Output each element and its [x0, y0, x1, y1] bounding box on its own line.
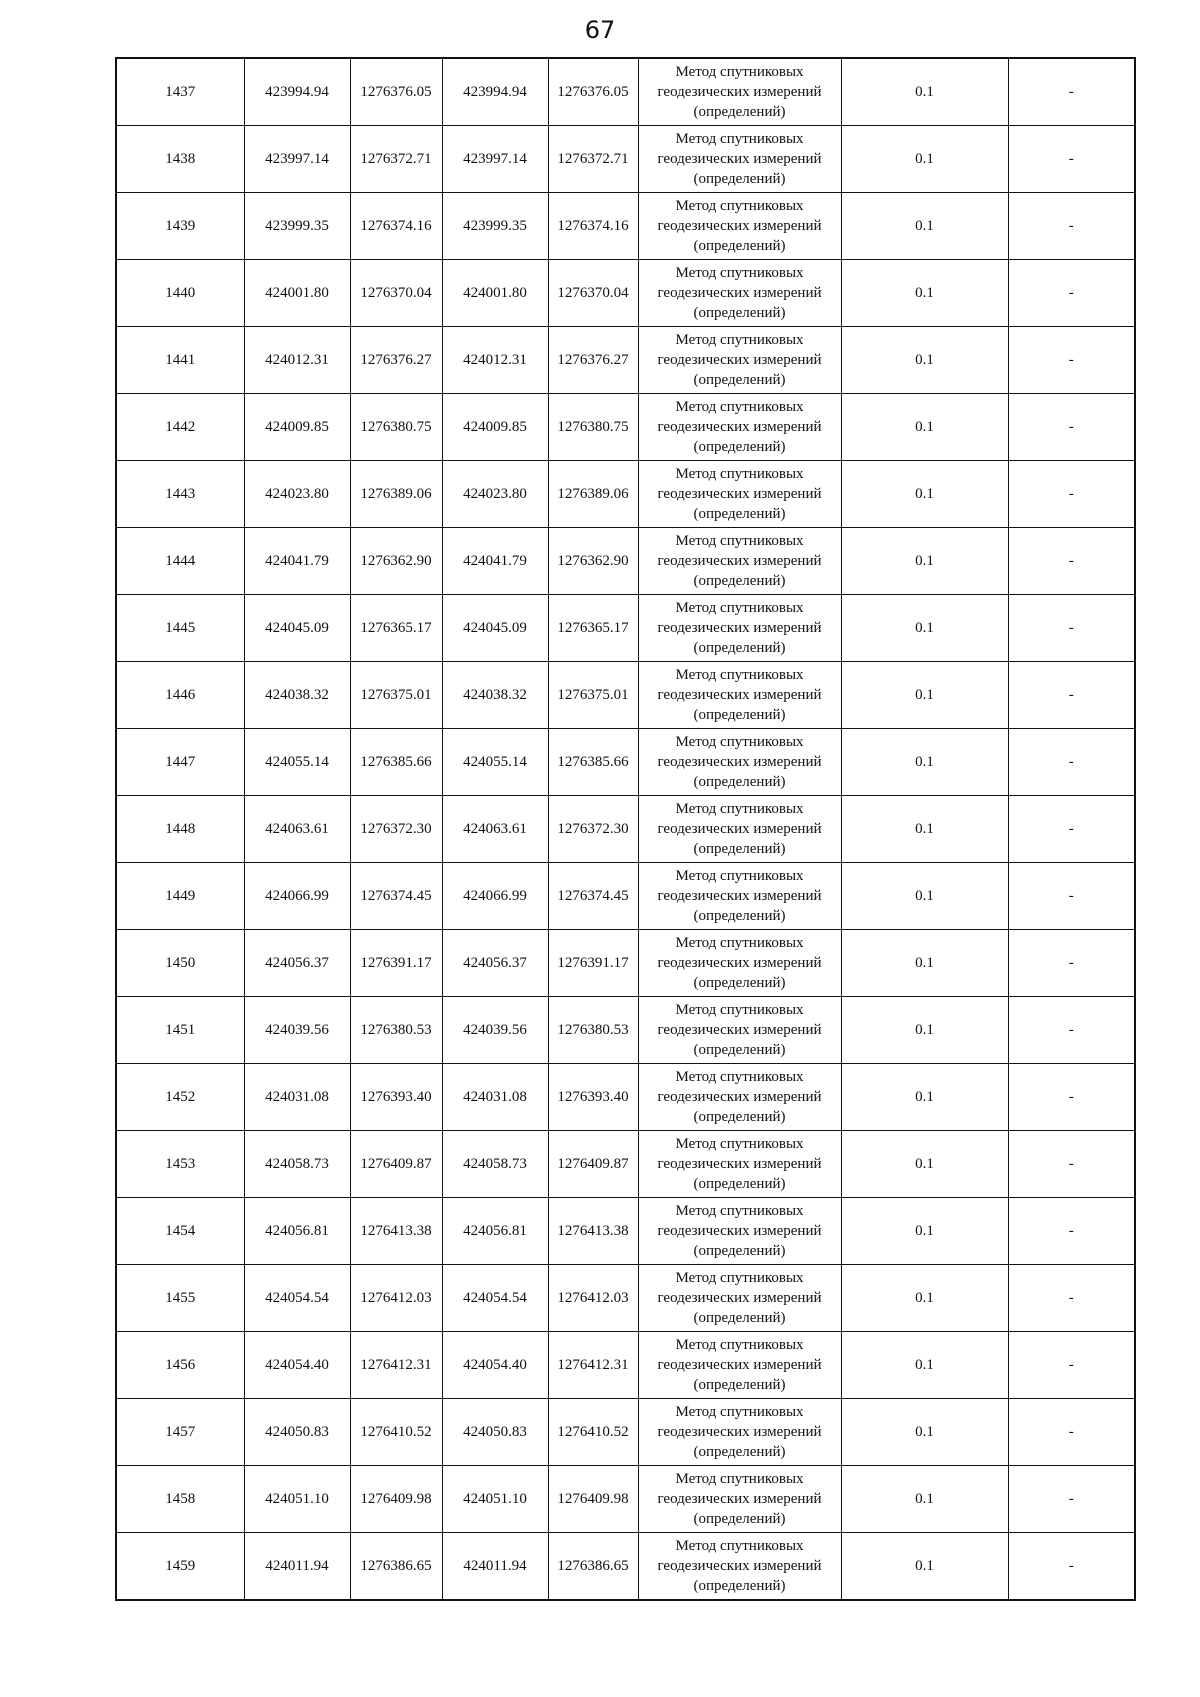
y-coordinate-cell: 1276389.06	[350, 461, 442, 528]
method-text-line: Метод спутниковых	[675, 935, 804, 951]
method-cell	[638, 595, 841, 662]
page-number: 67	[584, 16, 616, 44]
x-coordinate-cell: 424050.83	[244, 1399, 350, 1466]
note-cell: -	[1008, 662, 1135, 729]
point-number-cell: 1458	[116, 1466, 244, 1533]
x-coordinate-new-cell: 424039.56	[442, 997, 548, 1064]
y-coordinate-cell: 1276380.53	[350, 997, 442, 1064]
table-row	[116, 863, 1135, 930]
y-coordinate-new-cell: 1276413.38	[548, 1198, 638, 1265]
point-number-cell: 1454	[116, 1198, 244, 1265]
point-number-cell: 1447	[116, 729, 244, 796]
y-coordinate-new-cell: 1276376.05	[548, 58, 638, 126]
y-coordinate-cell: 1276370.04	[350, 260, 442, 327]
y-coordinate-new-cell: 1276386.65	[548, 1533, 638, 1601]
point-number-cell: 1448	[116, 796, 244, 863]
point-number-cell: 1445	[116, 595, 244, 662]
table-row	[116, 394, 1135, 461]
y-coordinate-new-cell: 1276370.04	[548, 260, 638, 327]
method-text-line: Метод спутниковых	[675, 466, 804, 482]
method-text-line: геодезических измерений	[657, 486, 822, 502]
table-row	[116, 1399, 1135, 1466]
method-text-line: (определений)	[693, 1377, 786, 1393]
method-text-line: Метод спутниковых	[675, 667, 804, 683]
x-coordinate-cell: 423999.35	[244, 193, 350, 260]
x-coordinate-cell: 424066.99	[244, 863, 350, 930]
x-coordinate-new-cell: 424054.40	[442, 1332, 548, 1399]
accuracy-cell: 0.1	[841, 863, 1008, 930]
method-cell	[638, 1332, 841, 1399]
accuracy-cell: 0.1	[841, 1265, 1008, 1332]
method-text-line: Метод спутниковых	[675, 868, 804, 884]
point-number-cell: 1437	[116, 58, 244, 126]
note-cell: -	[1008, 461, 1135, 528]
y-coordinate-cell: 1276372.30	[350, 796, 442, 863]
note-cell: -	[1008, 863, 1135, 930]
accuracy-cell: 0.1	[841, 796, 1008, 863]
y-coordinate-new-cell: 1276412.31	[548, 1332, 638, 1399]
method-cell	[638, 126, 841, 193]
method-cell	[638, 1533, 841, 1601]
point-number-cell: 1439	[116, 193, 244, 260]
note-cell: -	[1008, 193, 1135, 260]
method-text-line: Метод спутниковых	[675, 734, 804, 750]
x-coordinate-cell: 424055.14	[244, 729, 350, 796]
x-coordinate-cell: 424038.32	[244, 662, 350, 729]
method-cell	[638, 260, 841, 327]
x-coordinate-cell: 424011.94	[244, 1533, 350, 1601]
x-coordinate-cell: 424051.10	[244, 1466, 350, 1533]
x-coordinate-new-cell: 424023.80	[442, 461, 548, 528]
method-text-line: Метод спутниковых	[675, 399, 804, 415]
x-coordinate-cell: 424056.81	[244, 1198, 350, 1265]
method-text-line: геодезических измерений	[657, 1022, 822, 1038]
accuracy-cell: 0.1	[841, 394, 1008, 461]
method-cell	[638, 729, 841, 796]
table-row	[116, 729, 1135, 796]
method-cell	[638, 58, 841, 126]
table-row	[116, 1064, 1135, 1131]
method-text-line: Метод спутниковых	[675, 1002, 804, 1018]
table-row	[116, 796, 1135, 863]
method-cell	[638, 1466, 841, 1533]
note-cell: -	[1008, 1332, 1135, 1399]
method-text-line: Метод спутниковых	[675, 1270, 804, 1286]
method-text-line: геодезических измерений	[657, 1156, 822, 1172]
point-number-cell: 1456	[116, 1332, 244, 1399]
x-coordinate-cell: 424063.61	[244, 796, 350, 863]
note-cell: -	[1008, 58, 1135, 126]
x-coordinate-cell: 424009.85	[244, 394, 350, 461]
y-coordinate-cell: 1276374.16	[350, 193, 442, 260]
accuracy-cell: 0.1	[841, 126, 1008, 193]
method-text-line: (определений)	[693, 1578, 786, 1594]
accuracy-cell: 0.1	[841, 1466, 1008, 1533]
method-text-line: геодезических измерений	[657, 553, 822, 569]
method-text-line: геодезических измерений	[657, 1357, 822, 1373]
accuracy-cell: 0.1	[841, 1399, 1008, 1466]
method-cell	[638, 461, 841, 528]
accuracy-cell: 0.1	[841, 1064, 1008, 1131]
method-text-line: Метод спутниковых	[675, 1203, 804, 1219]
note-cell: -	[1008, 1198, 1135, 1265]
y-coordinate-new-cell: 1276374.16	[548, 193, 638, 260]
accuracy-cell: 0.1	[841, 1198, 1008, 1265]
x-coordinate-new-cell: 424056.81	[442, 1198, 548, 1265]
x-coordinate-new-cell: 424001.80	[442, 260, 548, 327]
table-row	[116, 528, 1135, 595]
x-coordinate-cell: 424054.54	[244, 1265, 350, 1332]
note-cell: -	[1008, 394, 1135, 461]
table-row	[116, 1466, 1135, 1533]
point-number-cell: 1455	[116, 1265, 244, 1332]
accuracy-cell: 0.1	[841, 1533, 1008, 1601]
point-number-cell: 1438	[116, 126, 244, 193]
table-row	[116, 1131, 1135, 1198]
table-row	[116, 260, 1135, 327]
method-text-line: Метод спутниковых	[675, 1538, 804, 1554]
method-text-line: (определений)	[693, 506, 786, 522]
y-coordinate-new-cell: 1276409.87	[548, 1131, 638, 1198]
method-cell	[638, 1131, 841, 1198]
y-coordinate-new-cell: 1276389.06	[548, 461, 638, 528]
table-row	[116, 461, 1135, 528]
accuracy-cell: 0.1	[841, 1131, 1008, 1198]
table-row	[116, 930, 1135, 997]
y-coordinate-cell: 1276391.17	[350, 930, 442, 997]
note-cell: -	[1008, 796, 1135, 863]
x-coordinate-cell: 424031.08	[244, 1064, 350, 1131]
x-coordinate-new-cell: 424056.37	[442, 930, 548, 997]
method-text-line: (определений)	[693, 305, 786, 321]
y-coordinate-new-cell: 1276374.45	[548, 863, 638, 930]
note-cell: -	[1008, 595, 1135, 662]
method-cell	[638, 528, 841, 595]
method-text-line: Метод спутниковых	[675, 533, 804, 549]
x-coordinate-new-cell: 424012.31	[442, 327, 548, 394]
method-text-line: геодезических измерений	[657, 1089, 822, 1105]
accuracy-cell: 0.1	[841, 662, 1008, 729]
x-coordinate-new-cell: 424055.14	[442, 729, 548, 796]
method-text-line: (определений)	[693, 640, 786, 656]
note-cell: -	[1008, 1466, 1135, 1533]
y-coordinate-cell: 1276412.31	[350, 1332, 442, 1399]
method-text-line: (определений)	[693, 707, 786, 723]
method-text-line: геодезических измерений	[657, 1558, 822, 1574]
x-coordinate-new-cell: 424054.54	[442, 1265, 548, 1332]
method-text-line: геодезических измерений	[657, 888, 822, 904]
method-text-line: геодезических измерений	[657, 955, 822, 971]
x-coordinate-cell: 424056.37	[244, 930, 350, 997]
method-cell	[638, 796, 841, 863]
note-cell: -	[1008, 126, 1135, 193]
method-text-line: Метод спутниковых	[675, 1471, 804, 1487]
method-text-line: геодезических измерений	[657, 352, 822, 368]
table-row	[116, 997, 1135, 1064]
method-text-line: геодезических измерений	[657, 218, 822, 234]
method-cell	[638, 930, 841, 997]
y-coordinate-new-cell: 1276372.71	[548, 126, 638, 193]
method-text-line: геодезических измерений	[657, 84, 822, 100]
method-text-line: (определений)	[693, 1109, 786, 1125]
accuracy-cell: 0.1	[841, 595, 1008, 662]
point-number-cell: 1451	[116, 997, 244, 1064]
method-text-line: геодезических измерений	[657, 754, 822, 770]
accuracy-cell: 0.1	[841, 260, 1008, 327]
y-coordinate-new-cell: 1276391.17	[548, 930, 638, 997]
y-coordinate-cell: 1276413.38	[350, 1198, 442, 1265]
table-row	[116, 58, 1135, 126]
y-coordinate-new-cell: 1276376.27	[548, 327, 638, 394]
method-text-line: геодезических измерений	[657, 419, 822, 435]
method-text-line: (определений)	[693, 774, 786, 790]
x-coordinate-new-cell: 424038.32	[442, 662, 548, 729]
x-coordinate-new-cell: 424009.85	[442, 394, 548, 461]
accuracy-cell: 0.1	[841, 729, 1008, 796]
x-coordinate-cell: 424045.09	[244, 595, 350, 662]
x-coordinate-new-cell: 424011.94	[442, 1533, 548, 1601]
x-coordinate-new-cell: 423997.14	[442, 126, 548, 193]
method-cell	[638, 1198, 841, 1265]
method-text-line: (определений)	[693, 841, 786, 857]
x-coordinate-cell: 424039.56	[244, 997, 350, 1064]
method-text-line: Метод спутниковых	[675, 801, 804, 817]
x-coordinate-cell: 424012.31	[244, 327, 350, 394]
accuracy-cell: 0.1	[841, 930, 1008, 997]
x-coordinate-new-cell: 424031.08	[442, 1064, 548, 1131]
table-body	[116, 58, 1135, 1600]
x-coordinate-cell: 424054.40	[244, 1332, 350, 1399]
y-coordinate-new-cell: 1276375.01	[548, 662, 638, 729]
method-text-line: геодезических измерений	[657, 1491, 822, 1507]
note-cell: -	[1008, 729, 1135, 796]
x-coordinate-new-cell: 423994.94	[442, 58, 548, 126]
y-coordinate-new-cell: 1276372.30	[548, 796, 638, 863]
table-row	[116, 1198, 1135, 1265]
y-coordinate-new-cell: 1276365.17	[548, 595, 638, 662]
accuracy-cell: 0.1	[841, 997, 1008, 1064]
note-cell: -	[1008, 260, 1135, 327]
point-number-cell: 1443	[116, 461, 244, 528]
y-coordinate-cell: 1276374.45	[350, 863, 442, 930]
y-coordinate-new-cell: 1276412.03	[548, 1265, 638, 1332]
point-number-cell: 1452	[116, 1064, 244, 1131]
x-coordinate-cell: 423994.94	[244, 58, 350, 126]
x-coordinate-cell: 424023.80	[244, 461, 350, 528]
point-number-cell: 1441	[116, 327, 244, 394]
y-coordinate-cell: 1276393.40	[350, 1064, 442, 1131]
method-text-line: Метод спутниковых	[675, 131, 804, 147]
accuracy-cell: 0.1	[841, 528, 1008, 595]
method-cell	[638, 863, 841, 930]
coordinates-table	[115, 57, 1136, 1601]
y-coordinate-cell: 1276372.71	[350, 126, 442, 193]
accuracy-cell: 0.1	[841, 461, 1008, 528]
note-cell: -	[1008, 997, 1135, 1064]
table-row	[116, 1265, 1135, 1332]
method-text-line: (определений)	[693, 908, 786, 924]
method-text-line: (определений)	[693, 439, 786, 455]
y-coordinate-cell: 1276409.87	[350, 1131, 442, 1198]
y-coordinate-new-cell: 1276410.52	[548, 1399, 638, 1466]
point-number-cell: 1453	[116, 1131, 244, 1198]
method-text-line: Метод спутниковых	[675, 1069, 804, 1085]
method-text-line: Метод спутниковых	[675, 600, 804, 616]
method-text-line: геодезических измерений	[657, 1223, 822, 1239]
method-cell	[638, 1064, 841, 1131]
x-coordinate-new-cell: 424041.79	[442, 528, 548, 595]
method-text-line: геодезических измерений	[657, 620, 822, 636]
method-cell	[638, 997, 841, 1064]
note-cell: -	[1008, 1131, 1135, 1198]
note-cell: -	[1008, 1064, 1135, 1131]
method-text-line: Метод спутниковых	[675, 1404, 804, 1420]
method-text-line: Метод спутниковых	[675, 64, 804, 80]
point-number-cell: 1457	[116, 1399, 244, 1466]
y-coordinate-cell: 1276362.90	[350, 528, 442, 595]
table-row	[116, 1533, 1135, 1601]
method-text-line: (определений)	[693, 372, 786, 388]
table-row	[116, 126, 1135, 193]
method-cell	[638, 327, 841, 394]
y-coordinate-cell: 1276385.66	[350, 729, 442, 796]
accuracy-cell: 0.1	[841, 193, 1008, 260]
point-number-cell: 1449	[116, 863, 244, 930]
method-text-line: (определений)	[693, 1511, 786, 1527]
method-cell	[638, 394, 841, 461]
method-text-line: (определений)	[693, 1176, 786, 1192]
table-row	[116, 193, 1135, 260]
method-text-line: геодезических измерений	[657, 285, 822, 301]
y-coordinate-cell: 1276376.27	[350, 327, 442, 394]
method-text-line: (определений)	[693, 171, 786, 187]
method-text-line: геодезических измерений	[657, 1290, 822, 1306]
y-coordinate-cell: 1276365.17	[350, 595, 442, 662]
note-cell: -	[1008, 1533, 1135, 1601]
method-text-line: (определений)	[693, 1310, 786, 1326]
x-coordinate-new-cell: 424063.61	[442, 796, 548, 863]
y-coordinate-new-cell: 1276380.53	[548, 997, 638, 1064]
note-cell: -	[1008, 1265, 1135, 1332]
method-text-line: (определений)	[693, 1042, 786, 1058]
note-cell: -	[1008, 930, 1135, 997]
y-coordinate-new-cell: 1276393.40	[548, 1064, 638, 1131]
point-number-cell: 1442	[116, 394, 244, 461]
x-coordinate-cell: 424041.79	[244, 528, 350, 595]
x-coordinate-cell: 423997.14	[244, 126, 350, 193]
method-cell	[638, 1399, 841, 1466]
x-coordinate-new-cell: 424051.10	[442, 1466, 548, 1533]
x-coordinate-new-cell: 424058.73	[442, 1131, 548, 1198]
x-coordinate-new-cell: 424066.99	[442, 863, 548, 930]
accuracy-cell: 0.1	[841, 327, 1008, 394]
x-coordinate-new-cell: 423999.35	[442, 193, 548, 260]
method-text-line: Метод спутниковых	[675, 1136, 804, 1152]
y-coordinate-cell: 1276376.05	[350, 58, 442, 126]
point-number-cell: 1446	[116, 662, 244, 729]
method-text-line: (определений)	[693, 573, 786, 589]
y-coordinate-cell: 1276409.98	[350, 1466, 442, 1533]
method-text-line: Метод спутниковых	[675, 265, 804, 281]
method-text-line: (определений)	[693, 975, 786, 991]
x-coordinate-cell: 424001.80	[244, 260, 350, 327]
note-cell: -	[1008, 1399, 1135, 1466]
method-text-line: геодезических измерений	[657, 687, 822, 703]
y-coordinate-new-cell: 1276409.98	[548, 1466, 638, 1533]
point-number-cell: 1450	[116, 930, 244, 997]
y-coordinate-new-cell: 1276362.90	[548, 528, 638, 595]
accuracy-cell: 0.1	[841, 58, 1008, 126]
y-coordinate-cell: 1276386.65	[350, 1533, 442, 1601]
method-text-line: геодезических измерений	[657, 1424, 822, 1440]
method-text-line: (определений)	[693, 1243, 786, 1259]
method-text-line: Метод спутниковых	[675, 332, 804, 348]
accuracy-cell: 0.1	[841, 1332, 1008, 1399]
point-number-cell: 1440	[116, 260, 244, 327]
method-text-line: (определений)	[693, 104, 786, 120]
y-coordinate-cell: 1276380.75	[350, 394, 442, 461]
method-text-line: (определений)	[693, 1444, 786, 1460]
y-coordinate-cell: 1276375.01	[350, 662, 442, 729]
x-coordinate-cell: 424058.73	[244, 1131, 350, 1198]
table-row	[116, 662, 1135, 729]
y-coordinate-new-cell: 1276385.66	[548, 729, 638, 796]
method-text-line: Метод спутниковых	[675, 198, 804, 214]
point-number-cell: 1459	[116, 1533, 244, 1601]
method-text-line: геодезических измерений	[657, 821, 822, 837]
note-cell: -	[1008, 528, 1135, 595]
y-coordinate-new-cell: 1276380.75	[548, 394, 638, 461]
method-text-line: (определений)	[693, 238, 786, 254]
method-text-line: Метод спутниковых	[675, 1337, 804, 1353]
table-row	[116, 1332, 1135, 1399]
y-coordinate-cell: 1276410.52	[350, 1399, 442, 1466]
method-cell	[638, 1265, 841, 1332]
x-coordinate-new-cell: 424045.09	[442, 595, 548, 662]
x-coordinate-new-cell: 424050.83	[442, 1399, 548, 1466]
point-number-cell: 1444	[116, 528, 244, 595]
method-cell	[638, 662, 841, 729]
table-row	[116, 595, 1135, 662]
y-coordinate-cell: 1276412.03	[350, 1265, 442, 1332]
note-cell: -	[1008, 327, 1135, 394]
method-text-line: геодезических измерений	[657, 151, 822, 167]
table-row	[116, 327, 1135, 394]
method-cell	[638, 193, 841, 260]
